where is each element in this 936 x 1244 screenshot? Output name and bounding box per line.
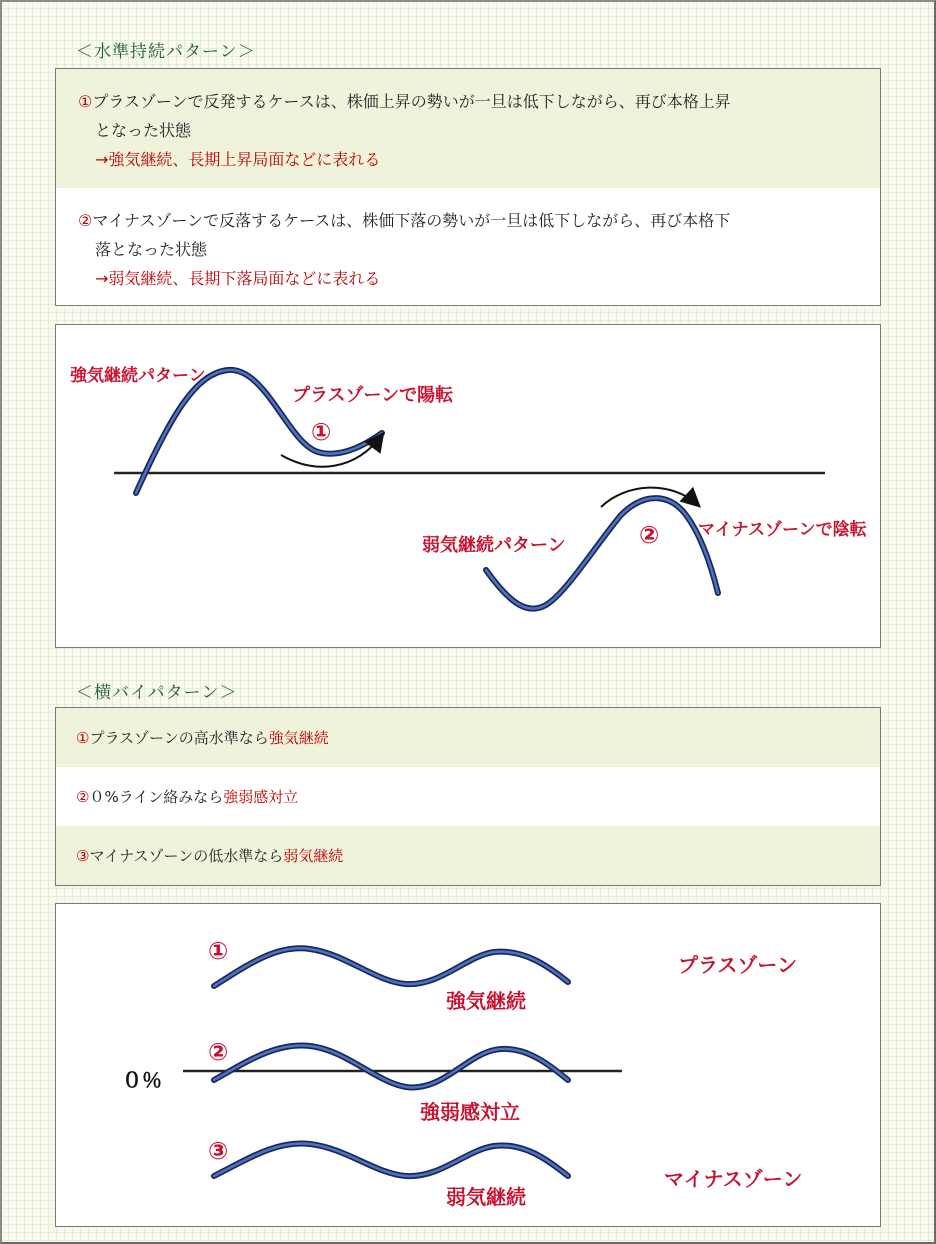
- label-plus-turn: プラスゾーンで陽転: [292, 385, 454, 406]
- item-2-note: →弱気継続、長期下落局面などに表れる: [95, 269, 381, 288]
- item-1-note: →強気継続、長期上昇局面などに表れる: [95, 150, 381, 169]
- item-2-line1: マイナスゾーンで反落するケースは、株価下落の勢いが一旦は低下しながら、再び本格下: [92, 211, 731, 230]
- sideways-row-2-text: ０%ライン絡みなら: [89, 788, 224, 806]
- label-bear-pattern: 弱気継続パターン: [422, 535, 566, 556]
- sideways-diagram-box: [55, 903, 881, 1227]
- sideways-diagram: [56, 904, 881, 1227]
- sideways-row-3-number: ③: [76, 846, 90, 865]
- label-bull-pattern: 強気継続パターン: [70, 366, 206, 386]
- label-bull: 強気継続: [446, 989, 526, 1013]
- item-1-line1: プラスゾーンで反発するケースは、株価上昇の勢いが一旦は低下しながら、再び本格上昇: [92, 92, 731, 111]
- marker-2: ②: [639, 521, 660, 549]
- zone-minus-label: マイナスゾーン: [664, 1167, 803, 1191]
- section-heading-level-persistence: ＜水準持続パターン＞: [76, 42, 256, 62]
- section-heading-sideways: ＜横バイパターン＞: [76, 683, 238, 703]
- zone-plus-label: プラスゾーン: [678, 953, 797, 977]
- persistence-diagram: [56, 325, 881, 648]
- label-conflict: 強弱感対立: [420, 1100, 520, 1124]
- zero-percent-label: ０％: [122, 1068, 162, 1092]
- item-2-line2: 落となった状態: [95, 240, 208, 259]
- sideways-row-2-highlight: 強弱感対立: [223, 788, 299, 806]
- item-1-number: ①: [78, 92, 93, 111]
- sideways-row-3: [56, 826, 880, 885]
- item-2: [56, 188, 880, 306]
- sideways-row-1-highlight: 強気継続: [268, 729, 329, 747]
- sideways-row-3-text: マイナスゾーンの低水準なら: [89, 847, 284, 865]
- marker-1: ①: [208, 937, 229, 965]
- marker-2: ②: [208, 1038, 229, 1066]
- sideways-row-2: [56, 767, 880, 826]
- sideways-row-3-highlight: 弱気継続: [283, 847, 344, 865]
- marker-3: ③: [208, 1137, 229, 1165]
- sideways-row-1-number: ①: [76, 728, 90, 747]
- level-persistence-box: [55, 68, 881, 306]
- item-1-line2: となった状態: [95, 121, 192, 140]
- sideways-row-1: [56, 708, 880, 767]
- label-bear: 弱気継続: [446, 1185, 526, 1209]
- sideways-box: [55, 707, 881, 886]
- sideways-row-1-text: プラスゾーンの高水準なら: [89, 729, 269, 747]
- wave-3-shadow: [214, 1143, 568, 1176]
- item-1: [56, 69, 880, 188]
- sideways-row-2-number: ②: [76, 787, 90, 806]
- persistence-diagram-box: [55, 324, 881, 648]
- marker-1: ①: [311, 418, 332, 446]
- label-minus-turn: マイナスゾーンで陰転: [698, 520, 867, 540]
- item-2-number: ②: [78, 211, 93, 230]
